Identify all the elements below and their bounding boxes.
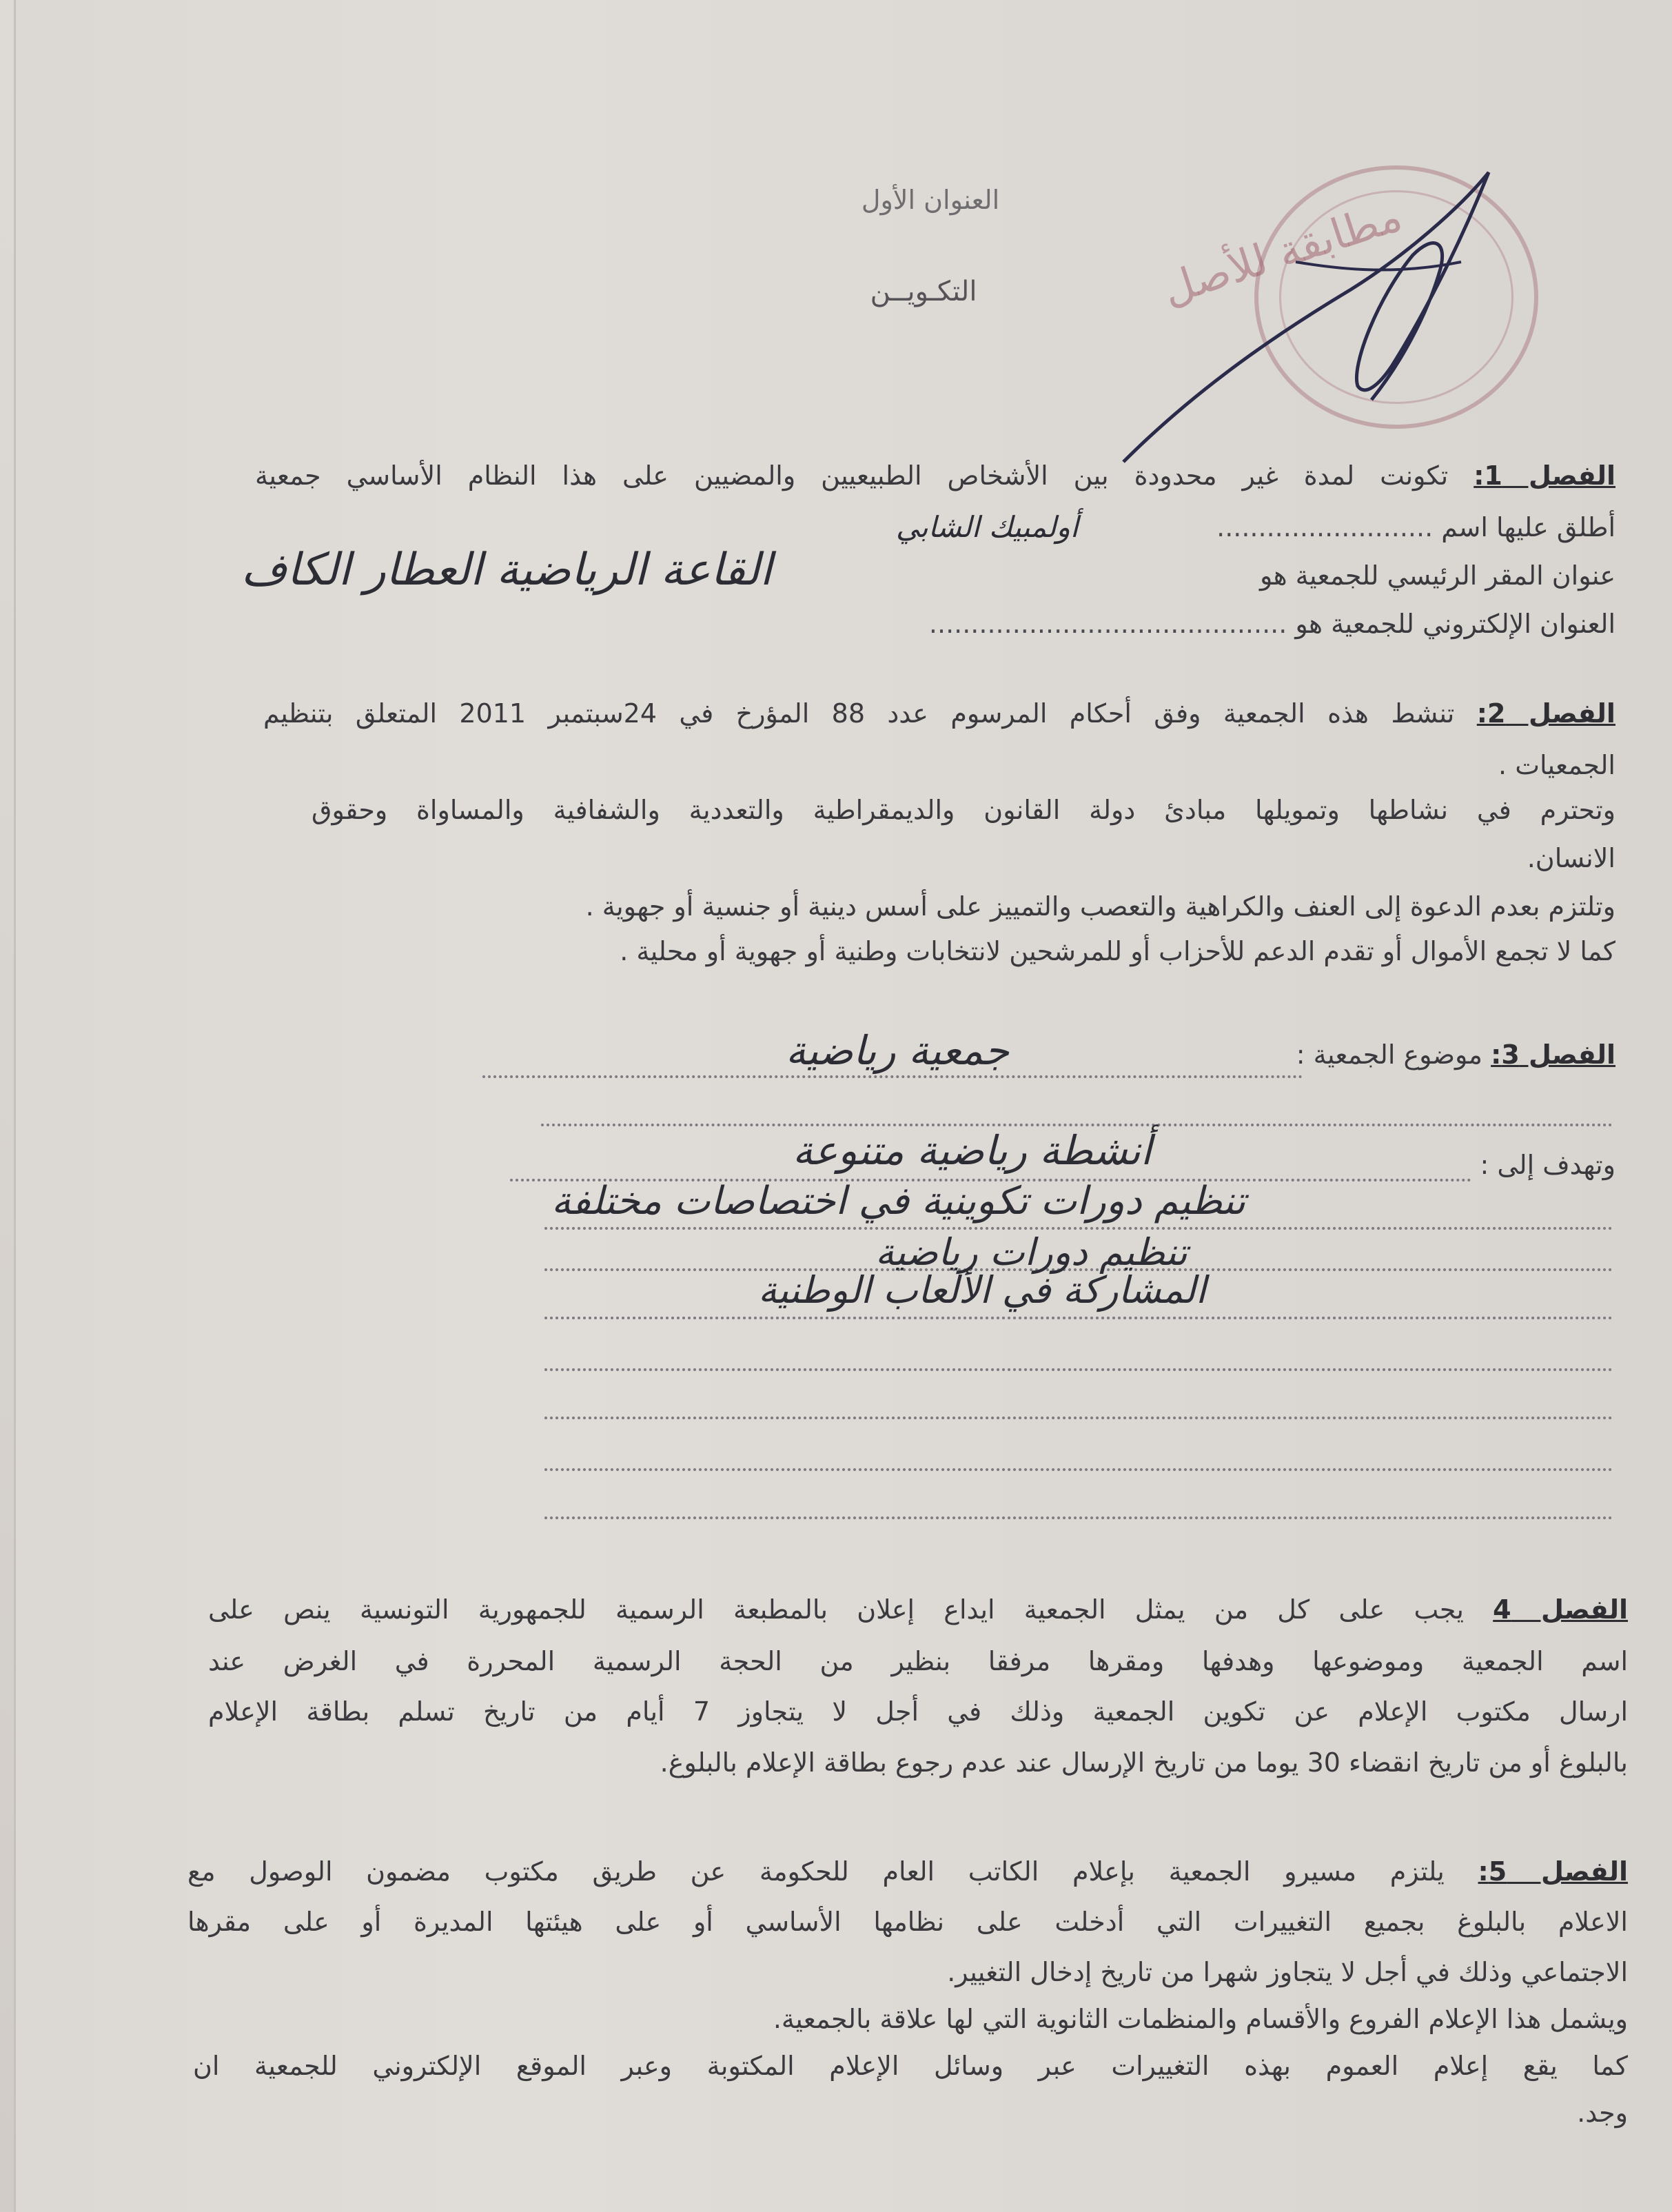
art1-text: تكونت لمدة غير محدودة بين الأشخاص الطبيعيين والمضيين على هذا النظام الأساسي جمعية — [255, 460, 1449, 491]
art4-line1 — [208, 1592, 1628, 1627]
art1-email-dots: ........................................... — [928, 609, 1287, 639]
art1-name-line — [1216, 510, 1615, 545]
art2-line2: وتحترم في نشاطها وتمويلها مبادئ دولة القانون والديمقراطية والتعددية والشفافية والمساواة وحقوق — [312, 795, 1615, 825]
art4-text1: يجب على كل من يمثل الجمعية ايداع إعلان بالمطبعة الرسمية للجمهورية التونسية ينص على — [208, 1594, 1464, 1625]
art3-dotline-5 — [544, 1317, 1613, 1319]
art1-heading: الفصل 1: — [1474, 460, 1615, 491]
art2-line4: كما لا تجمع الأموال أو تقدم الدعم للأحزاب أو للمرشحين لانتخابات وطنية أو جهوية أو محلية . — [620, 936, 1615, 966]
art3-dotline-9 — [544, 1516, 1613, 1519]
art3-goal-1: أنشطة رياضية متنوعة — [793, 1127, 1152, 1174]
art2-line2b: الانسان. — [1527, 843, 1615, 873]
art5-text1: يلتزم مسيرو الجمعية بإعلام الكاتب العام للحكومة عن طريق مكتوب مضمون الوصول مع — [187, 1856, 1445, 1887]
art1-email-line — [929, 607, 1615, 641]
art3-goal-4: المشاركة في الألعاب الوطنية — [758, 1268, 1206, 1312]
art3-dotline-1 — [541, 1124, 1613, 1126]
art3-subject-dotline — [482, 1075, 1303, 1078]
art1-name-value: أولمبيك الشابي — [896, 510, 1079, 544]
art5-line3: الاجتماعي وذلك في أجل لا يتجاوز شهرا من تاريخ إدخال التغيير. — [947, 1957, 1628, 1987]
section-heading: التكـويــن — [870, 276, 977, 307]
art1-hq-value: القاعة الرياضية العطار الكاف — [241, 545, 773, 596]
art2-line3: وتلتزم بعدم الدعوة إلى العنف والكراهية والتعصب والتمييز على أسس دينية أو جنسية أو جهوية . — [585, 891, 1615, 922]
art3-dotline-7 — [544, 1417, 1613, 1419]
art3-goal-2: تنظيم دورات تكوينية في اختصاصات مختلفة — [551, 1179, 1246, 1224]
art4-heading: الفصل 4 — [1493, 1594, 1628, 1625]
art1-hq-label: عنوان المقر الرئيسي للجمعية هو — [1259, 560, 1615, 591]
art1-line1 — [255, 458, 1615, 493]
art3-goals-label: وتهدف إلى : — [1480, 1150, 1615, 1180]
art1-name-label: أطلق عليها اسم — [1441, 512, 1615, 542]
art3-subject-label: موضوع الجمعية : — [1296, 1039, 1483, 1070]
art1-name-dots: .......................... — [1216, 512, 1434, 542]
art2-line1 — [263, 696, 1615, 731]
art3-goal-3: تنظيم دورات رياضية — [875, 1230, 1187, 1274]
art4-line2: اسم الجمعية وموضوعها وهدفها ومقرها مرفقا بنظير من الحجة الرسمية المحررة في الغرض عند — [208, 1646, 1628, 1676]
part-heading: العنوان الأول — [861, 185, 1000, 215]
art5-line4: ويشمل هذا الإعلام الفروع والأقسام والمنظمات الثانوية التي لها علاقة بالجمعية. — [773, 2004, 1628, 2034]
art2-heading: الفصل 2: — [1476, 698, 1615, 729]
art3-dotline-6 — [544, 1368, 1613, 1371]
art5-heading: الفصل 5: — [1478, 1856, 1629, 1887]
art4-line3: ارسال مكتوب الإعلام عن تكوين الجمعية وذلك في أجل لا يتجاوز 7 أيام من تاريخ تسلم بطاقة الإعلام — [208, 1696, 1628, 1727]
art5-line2: الاعلام بالبلوغ بجميع التغييرات التي أدخلت على نظامها الأساسي أو على هيئتها المديرة أو على مقرها — [187, 1907, 1628, 1937]
art3-subject-line — [1296, 1037, 1615, 1072]
art2-text1: تنشط هذه الجمعية وفق أحكام المرسوم عدد 88 المؤرخ في 24سبتمبر 2011 المتعلق بتنظيم — [263, 698, 1455, 729]
art3-dotline-8 — [544, 1468, 1613, 1471]
art1-email-label: العنوان الإلكتروني للجمعية هو — [1295, 609, 1615, 639]
art3-heading: الفصل 3: — [1491, 1039, 1615, 1070]
art5-line5b: وجد. — [1577, 2098, 1628, 2128]
stamp-text: مطابقة للأصل — [1156, 190, 1408, 315]
art3-subject-value: جمعية رياضية — [786, 1027, 1010, 1074]
art4-line4: بالبلوغ أو من تاريخ انقضاء 30 يوما من تاريخ الإرسال عند عدم رجوع بطاقة الإعلام بالبلوغ. — [660, 1747, 1628, 1778]
signature — [1103, 159, 1551, 489]
art3-dotline-3 — [544, 1227, 1613, 1230]
art5-line1 — [187, 1854, 1628, 1889]
art5-line5: كما يقع إعلام العموم بهذه التغييرات عبر وسائل الإعلام المكتوبة وعبر الموقع الإلكتروني للجمعية ان — [193, 2051, 1628, 2081]
art2-line1b: الجمعيات . — [1498, 750, 1615, 780]
